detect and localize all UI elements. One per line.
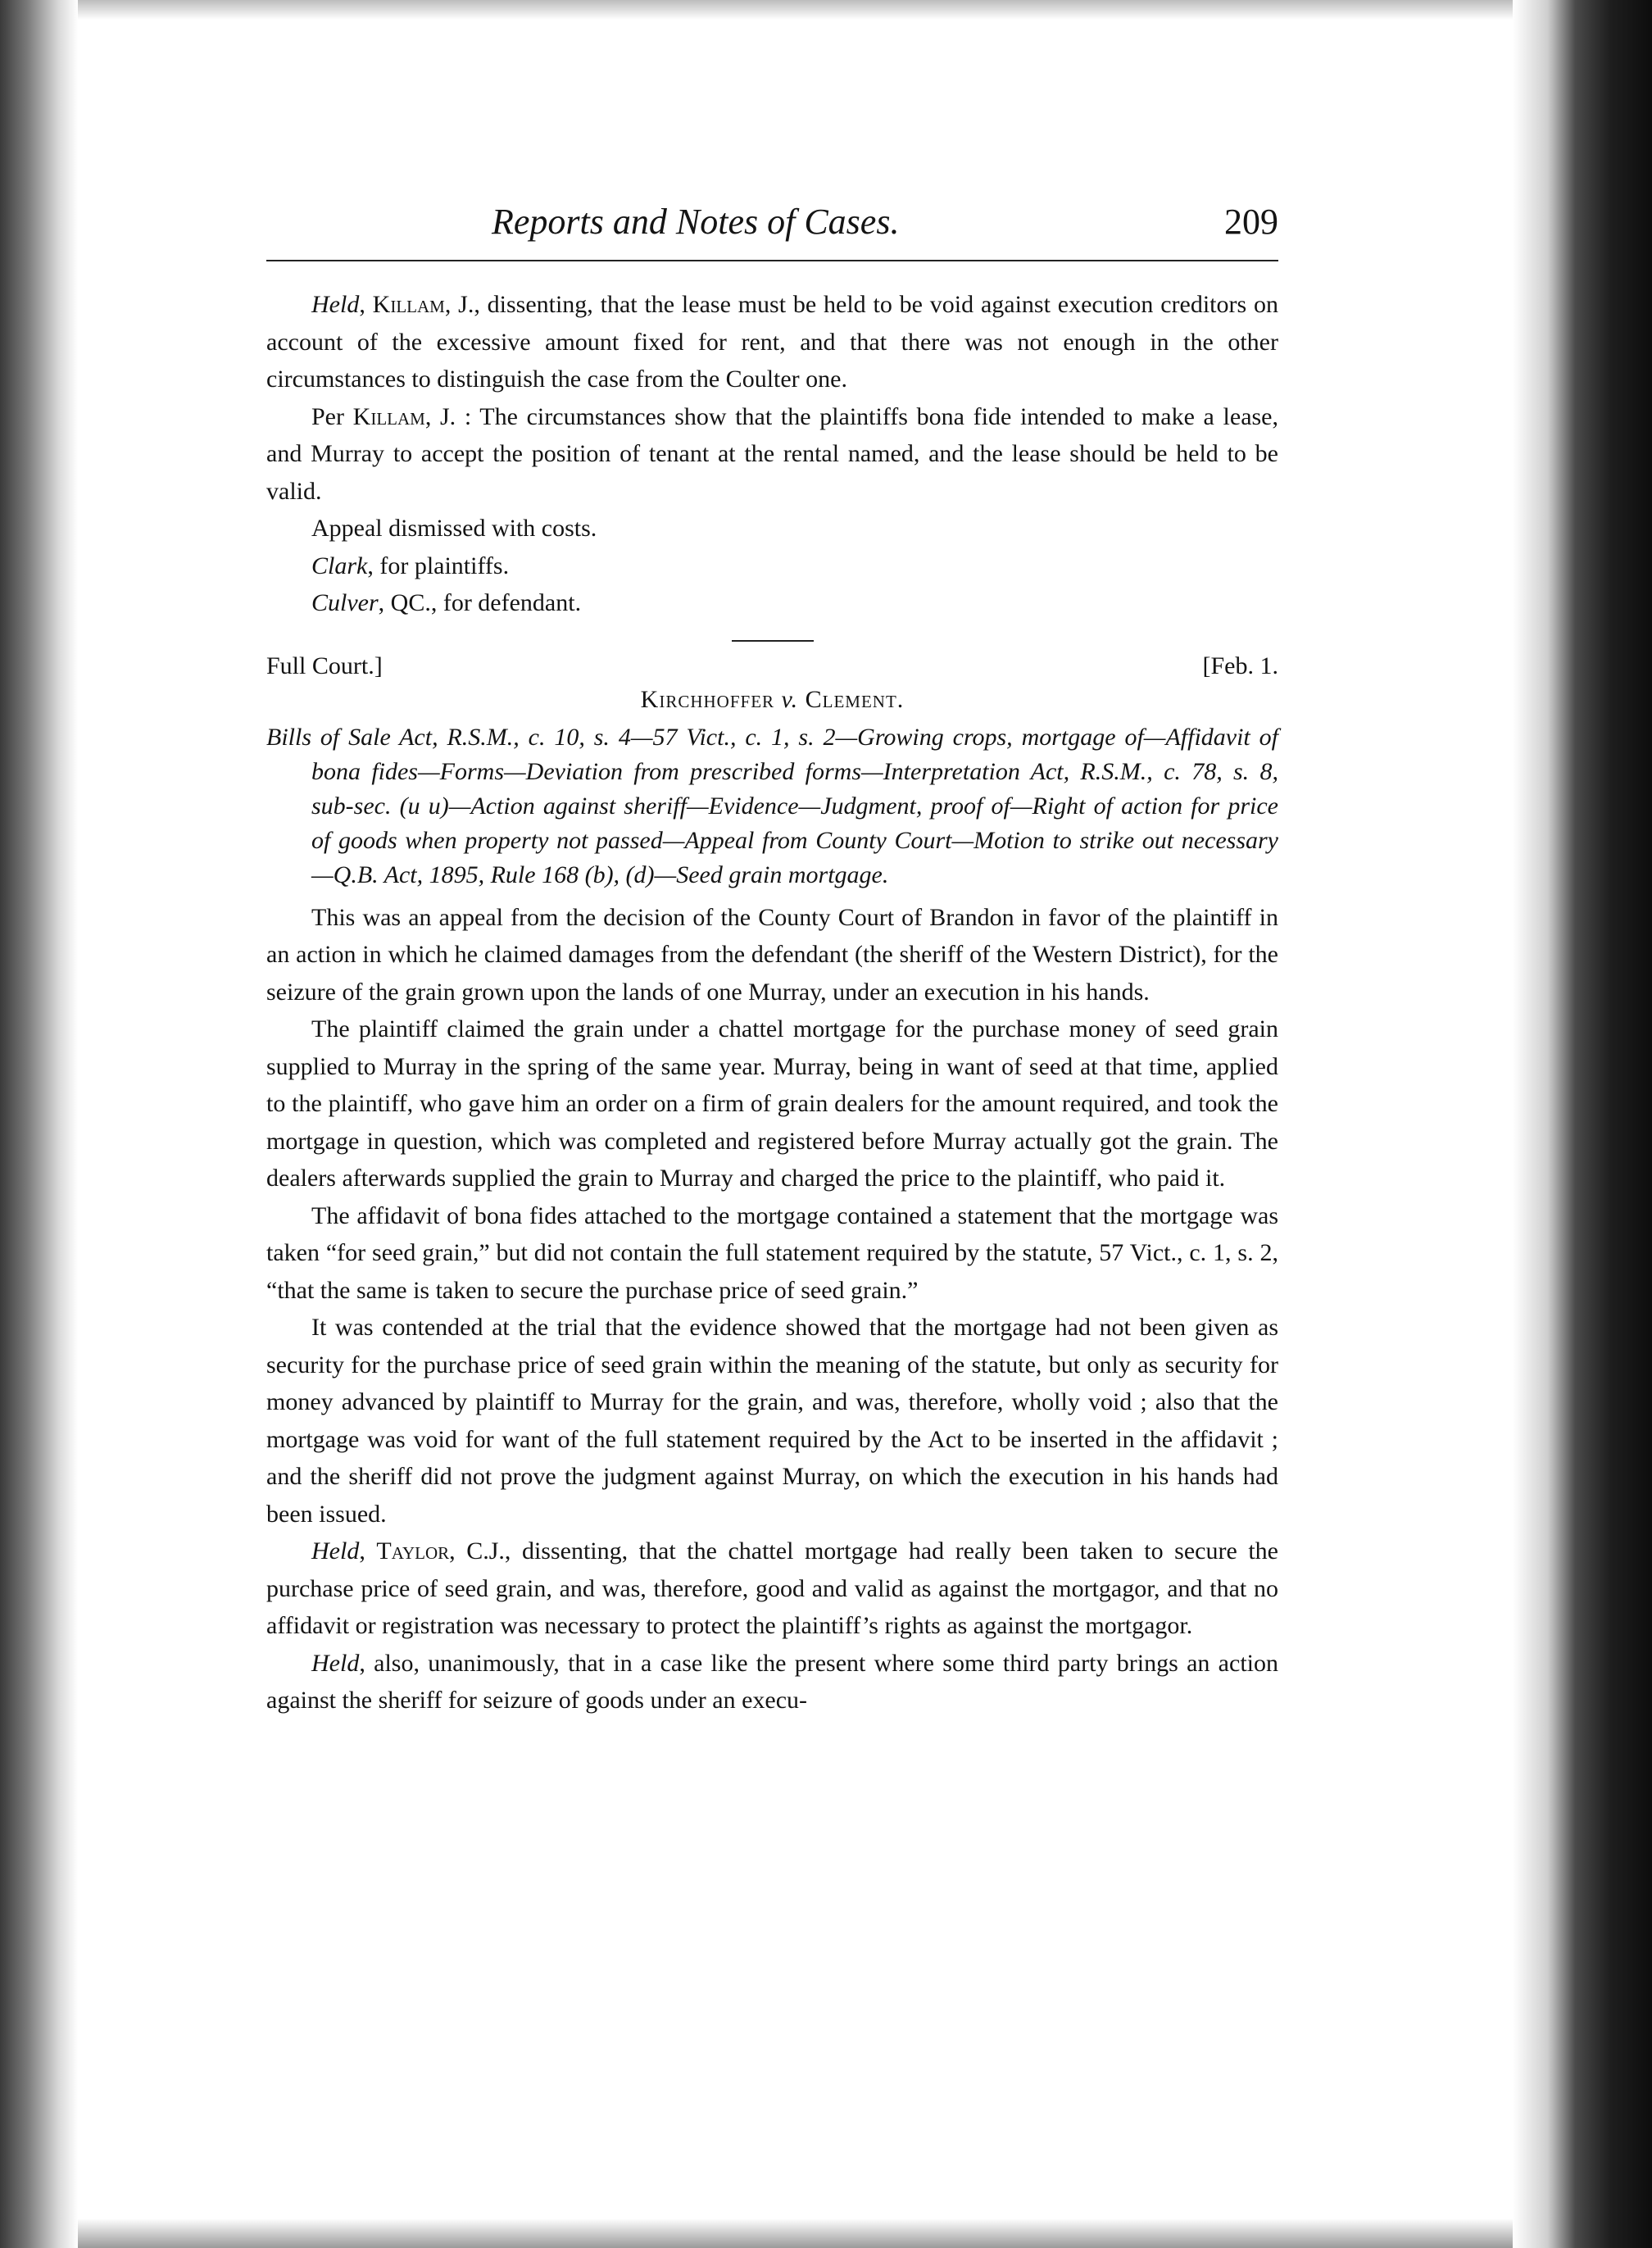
running-title: Reports and Notes of Cases. (492, 202, 900, 242)
held-label: Held (311, 291, 360, 318)
body-paragraph: This was an appeal from the decision of the County Court of Brandon in favor of the plaintiff in an action in which he claimed damages from the defendant (the sheriff of the Western District), for the seizure of the grain grown upon the lands of one Murray, under an execution in his hands. (266, 903, 1278, 1006)
held-text: , C.J., dissenting, that the chattel mortgage had really been taken to secure the purchase price of seed grain, and was, therefore, good and valid as against the mortgagor, and that no affidavit or registration was necessary to protect the plaintiff’s rights as against the mortgagor. (266, 1537, 1278, 1639)
held-text: , also, unanimously, that in a case like the present where some third party brings an action against the sheriff for seizure of goods under an execu- (266, 1649, 1278, 1714)
case-title (266, 683, 1278, 717)
scan-border-bottom (78, 2218, 1513, 2248)
counsel-plaintiff-text: , for plaintiffs. (367, 552, 510, 579)
case-party-defendant: Clement. (805, 685, 905, 713)
judge-name: Killam (352, 402, 425, 430)
scan-border-right (1513, 0, 1652, 2248)
headnote: Bills of Sale Act, R.S.M., c. 10, s. 4—57 Vict., c. 1, s. 2—Growing crops, mortgage of—Affidavit of bona fides—Forms—Deviation from prescribed forms—Interpretation Act, R.S.M., c. 78, s. 8, sub-sec. (u u)—Action against sheriff—Evidence—Judgment, proof of—Right of action for price of goods when property not passed—Appeal from County Court—Motion to strike out necessary—Q.B. Act, 1895, Rule 168 (b), (d)—Seed grain mortgage. (266, 723, 1278, 888)
held-text: , J., dissenting, that the lease must be held to be void against execution creditors on account of the excessive amount fixed for rent, and that there was not enough in the other circumstances to distinguish the case from the Coulter one. (266, 291, 1278, 393)
held-label: Held (311, 1649, 360, 1677)
per-text: , J. : The circumstances show that the plaintiffs bona fide intended to make a lease, and Murray to accept the position of tenant at the rental named, and the lease should be held to be valid. (266, 402, 1278, 505)
body-paragraph: It was contended at the trial that the evidence showed that the mortgage had not been given as security for the purchase price of seed grain within the meaning of the statute, but only as security for money advanced by plaintiff to Murray for the grain, and was, therefore, wholly void ; also that the mortgage was void for want of the full statement required by the Act to be inserted in the affidavit ; and the sheriff did not prove the judgment against Murray, on which the execution in his hands had been issued. (266, 1314, 1278, 1528)
held-paragraph-unanimous (266, 1645, 1278, 1719)
counsel-plaintiff-name: Clark (311, 552, 368, 579)
body-paragraph: The affidavit of bona fides attached to the mortgage contained a statement that the mortgage was taken “for seed grain,” but did not contain the full statement required by the statute, 57 Vict., c. 1, s. 2, “that the same is taken to secure the purchase price of seed grain.” (266, 1201, 1278, 1304)
body-paragraph: The plaintiff claimed the grain under a chattel mortgage for the purchase money of seed grain supplied to Murray in the spring of the same year. Murray, being in want of seed at that time, applied to the plaintiff, who gave him an order on a firm of grain dealers for the amount required, and took the mortgage in question, which was completed and registered before Murray actually got the grain. The dealers afterwards supplied the grain to Murray and charged the price to the plaintiff, who paid it. (266, 1015, 1278, 1192)
held-label: Held (311, 1537, 360, 1565)
case-versus: v. (774, 685, 806, 713)
book-page (266, 201, 1278, 1719)
counsel-defendant-name: Culver (311, 589, 379, 616)
decision-date: [Feb. 1. (1202, 652, 1278, 679)
counsel-defendant (311, 584, 1278, 622)
judge-name: Taylor (376, 1537, 450, 1565)
per-killam-paragraph (266, 398, 1278, 511)
court-date-line (266, 650, 1278, 683)
court-name: Full Court.] (266, 652, 383, 679)
scan-border-left (0, 0, 78, 2248)
counsel-plaintiff (311, 547, 1278, 585)
disposition: Appeal dismissed with costs. (311, 515, 597, 542)
running-head (266, 201, 1278, 261)
page-body (266, 286, 1278, 1719)
judge-name: Killam (372, 291, 445, 318)
held-paragraph-taylor: Held, Taylor, C.J., dissenting, that the chattel mortgage had really been taken to secure the purchase price of seed grain, and was, therefore, good and valid as against the mortgagor, and that no affidavit or registration was necessary to protect the plaintiff’s rights as against the mortgagor. (266, 1537, 1278, 1639)
scan-border-top (78, 0, 1513, 20)
case-party-plaintiff: Kirchhoffer (640, 685, 775, 713)
counsel-defendant-text: , QC., for defendant. (378, 589, 582, 616)
held-paragraph-killam: Held, Killam, J., dissenting, that the lease must be held to be void against execution creditors on account of the excessive amount fixed for rent, and that there was not enough in the other circumstances to distinguish the case from the Coulter one. (266, 291, 1278, 393)
per-prefix: Per (311, 402, 353, 430)
page-number: 209 (1224, 202, 1278, 242)
section-divider (732, 640, 814, 642)
